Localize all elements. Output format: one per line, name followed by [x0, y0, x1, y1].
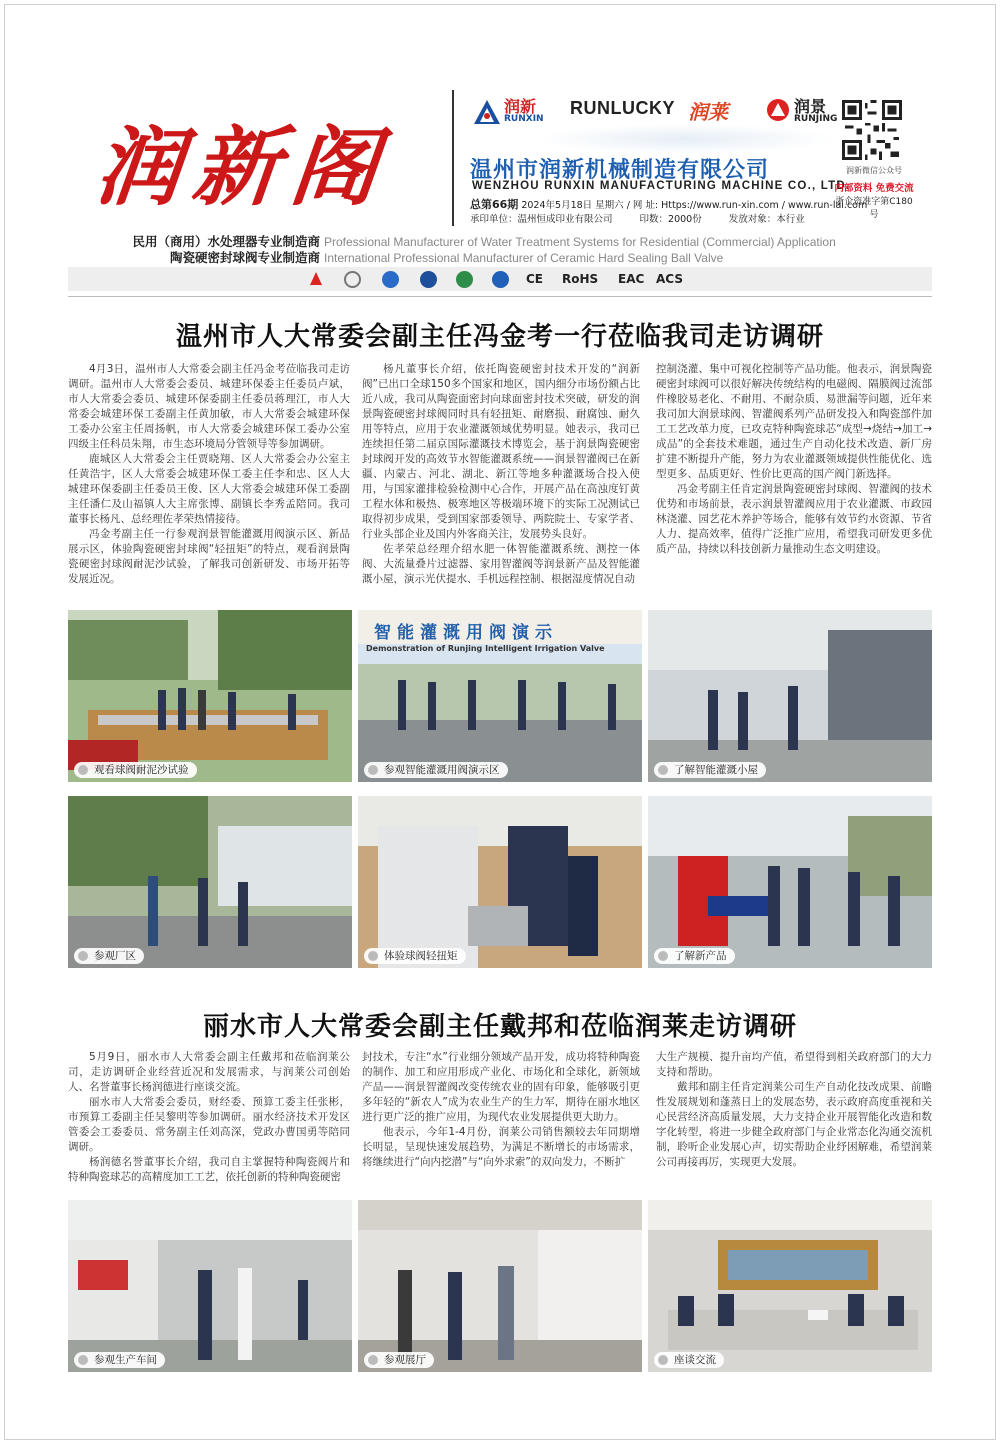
photo-irrigation-hut [648, 610, 932, 782]
caption-bullet-icon [658, 951, 668, 961]
company-name-cn: 温州市润新机械制造有限公司 [470, 158, 770, 183]
qr-code [842, 100, 902, 160]
photo-caption: 座谈交流 [654, 1352, 724, 1368]
caption-bullet-icon [658, 765, 668, 775]
issue-number: 总第66期 [470, 198, 519, 211]
caption-bullet-icon [78, 765, 88, 775]
qr-caption: 润新微信公众号 [846, 166, 902, 175]
photo-production-workshop [68, 1200, 352, 1372]
issue-date-site: 2024年5月18日 星期六 / 网 址: Https://www.run-xin.com / www.run-lai.com [521, 200, 868, 211]
paragraph: 丽水市人大常委会委员，财经委、预算工委主任张彬，市预算工委副主任吴黎明等参加调研。丽水经济技术开发区管委会工委委员、常务副主任刘高深，党政办曹国勇等陪同调研。 [68, 1096, 350, 1153]
photo-image [358, 796, 642, 968]
paragraph: 鹿城区人大常委会主任贾晓翔、区人大常委会办公室主任黄浩宇，区人大常委会城建环保工委主任李和忠、区人大城建环保委副主任委员王俊、区人大常委会城建环保工委副主任潘仁及山福镇人大主席张博、副镇长李秀孟陪同。我司董事长杨凡、总经理佐孝荣热情接待。 [68, 453, 350, 525]
photo-new-products [648, 796, 932, 968]
paragraph: 4月3日，温州市人大常委会副主任冯金考莅临我司走访调研。温州市人大常委会委员、城建环保委主任委员卢斌，市人大常委会委员、城建环保委副主任委员蒋理江，市人大常委会城建环保工委副主任黄加敏，市人大常委会城建环保工委办公室主任周扬帆，市人大常委会城建环保工委办公室四级主任科员朱翔，市生态环境局分管领导等参加调研。 [68, 363, 350, 450]
runxin-cn: 润新 [504, 97, 537, 116]
caption-bullet-icon [78, 1355, 88, 1365]
tagline-en-line2: International Professional Manufacturer of Ceramic Hard Sealing Ball Valve [324, 251, 724, 265]
paragraph: 封技术，专注“水”行业细分领域产品开发，成功将特种陶瓷的制作、加工和应用形成产业化、市场化和全球化，新领域产品——润景智灌阀改变传统农业的固有印象，能够吸引更多年轻的“新农人”成为农业生产的生力军，期待在丽水地区进行更广泛的推广应用，为现代农业发展提供更大助力。 [362, 1051, 640, 1123]
cert-seal-icon [344, 270, 361, 288]
runjing-mark-icon [766, 98, 790, 122]
demo-banner-en: Demonstration of Runjing Intelligent Irrigation Valve [366, 644, 605, 653]
article2-column-3 [656, 1050, 932, 1170]
paragraph: 戴邦和副主任肯定润莱公司生产自动化技改成果、前瞻性发展规划和蓬蒸日上的发展态势，表示政府高度重视和关心民营经济高质量发展，大力支持企业开展智能化改造和数字化转型，将进一步健全政府部门与企业常态化沟通交流机制，聆听企业发展心声，切实帮助企业纾困解难，希望润莱公司再接再厉，实现更大发展。 [656, 1081, 932, 1168]
runjing-en: RUNJING [794, 114, 838, 124]
nsf-badge-icon [492, 270, 509, 288]
photo-caption: 参观智能灌溉用阀演示区 [364, 762, 508, 778]
cert-seal-icon [382, 270, 399, 288]
photo-showroom [358, 1200, 642, 1372]
article1-column-2 [362, 362, 640, 587]
photo-image [68, 1200, 352, 1372]
audience: 发放对象：本行业 [728, 214, 805, 225]
photo-demo-area [358, 610, 642, 782]
article1-headline: 温州市人大常委会副主任冯金考一行莅临我司走访调研 [175, 322, 824, 352]
masthead-title: 润新阁 [89, 117, 395, 218]
runlucky-logo: RUNLUCKY [570, 98, 675, 118]
acs-mark: ACS [656, 272, 683, 286]
paragraph: 他表示，今年1-4月份，润莱公司销售额较去年同期增长明显，呈现快速发展趋势，为满足不断增长的市场需求，将继续进行“向内挖潜”与“向外求索”的双向发力，不断扩 [362, 1126, 640, 1168]
logo-icon [308, 270, 324, 288]
photo-image [648, 1200, 932, 1372]
photo-caption: 了解智能灌溉小屋 [654, 762, 766, 778]
tagline-cn-line1: 民用（商用）水处理器专业制造商 [132, 234, 320, 249]
company-name-en: WENZHOU RUNXIN MANUFACTURING MACHINE CO., LTD. [472, 180, 851, 192]
article1-column-1 [68, 362, 350, 587]
caption-bullet-icon [368, 1355, 378, 1365]
section-rule [68, 296, 932, 297]
caption-bullet-icon [78, 951, 88, 961]
article2-headline: 丽水市人大常委会副主任戴邦和莅临润莱走访调研 [202, 1012, 797, 1042]
article2-column-2 [362, 1050, 640, 1170]
paragraph: 冯金考副主任一行参观润景智能灌溉用阀演示区、新品展示区，体验陶瓷硬密封球阀“轻扭矩”的特点，观看润景陶瓷硬密封球阀耐泥沙试验，了解我司创新研发、市场开拓等发展近况。 [68, 528, 350, 585]
photo-image [648, 610, 932, 782]
paragraph: 佐孝荣总经理介绍水肥一体智能灌溉系统、测控一体阀、大流量叠片过滤器、家用智灌阀等润景新产品及智能灌溉小屋，演示光伏提水、手机远程控制、根据湿度情况自动 [362, 543, 640, 585]
paragraph: 控制浇灌、集中可视化控制等产品功能。他表示，润景陶瓷硬密封球阀可以很好解决传统结构的电磁阀、隔膜阀过流部件橡胶易老化、不耐用、不耐杂质、易泄漏等问题，近年来我司加大润景球阀、智灌阀系列产品研发投入和陶瓷部件加工工艺改革力度，已攻克特种陶瓷球芯“成型→烧结→加工→成品”的全套技术难题，通过生产自动化技术改造、新厂房扩建不断提升产能，努力为农业灌溉领域提供性能优化、选型更多、品质更好、性价比更高的国产阀门新选择。 [656, 363, 932, 480]
photo-caption: 观看球阀耐泥沙试验 [74, 762, 197, 778]
ce-mark: CE [526, 272, 544, 286]
photo-sediment-test [68, 610, 352, 782]
eac-mark: EAC [618, 272, 645, 286]
masthead-divider [452, 90, 454, 226]
caption-bullet-icon [368, 765, 378, 775]
photo-caption: 参观生产车间 [74, 1352, 165, 1368]
photo-image [648, 796, 932, 968]
rohs-mark: RoHS [562, 272, 599, 286]
photo-meeting [648, 1200, 932, 1372]
photo-caption: 了解新产品 [654, 948, 735, 964]
license-number: 浙企资准字第C180号 [835, 197, 913, 220]
photo-torque-test [358, 796, 642, 968]
photo-caption: 参观展厅 [364, 1352, 434, 1368]
photo-factory-tour [68, 796, 352, 968]
cert-badge-icon [456, 270, 473, 288]
paragraph: 冯金考副主任肯定润景陶瓷硬密封球阀、智灌阀的技术优势和市场前景，表示润景智灌阀应用于农业灌溉、市政园林浇灌、园艺花木养护等场合，能够有效节约水资源、节省人力、提高效率，值得广泛推广应用，希望我司研发更多优质产品，持续以科技创新力量推动生态文明建设。 [656, 483, 932, 555]
photo-image [358, 1200, 642, 1372]
caption-bullet-icon [368, 951, 378, 961]
photo-caption: 体验球阀轻扭矩 [364, 948, 466, 964]
tagline-en [324, 234, 836, 266]
tagline-cn [120, 234, 320, 266]
internal-material-note: 内部资料 免费交流 [834, 183, 914, 194]
photo-image [68, 796, 352, 968]
tagline-cn-line2: 陶瓷硬密封球阀专业制造商 [169, 250, 320, 265]
caption-bullet-icon [658, 1355, 668, 1365]
photo-caption: 参观厂区 [74, 948, 144, 964]
paragraph: 杨润德名誉董事长介绍，我司自主掌握特种陶瓷阀片和特种陶瓷球芯的高精度加工工艺，依托创新的特种陶瓷硬密 [68, 1156, 350, 1183]
runjing-cn: 润景 [794, 97, 827, 116]
tagline-en-line1: Professional Manufacturer of Water Treatment Systems for Residential (Commercial) Application [324, 235, 836, 249]
runlucky-cn-logo: 润莱 [688, 100, 728, 124]
runxin-mark-icon [472, 98, 502, 126]
article2-column-1 [68, 1050, 350, 1185]
runxin-en: RUNXIN [504, 114, 544, 124]
copies: 印数：2000份 [639, 214, 702, 225]
photo-image [68, 610, 352, 782]
demo-banner-cn: 智能灌溉用阀演示 [374, 623, 558, 643]
paragraph: 大生产规模、提升亩均产值，希望得到相关政府部门的大力支持和帮助。 [656, 1051, 932, 1078]
paragraph: 杨凡董事长介绍，依托陶瓷硬密封技术开发的“润新阀”已出口全球150多个国家和地区，国内细分市场份额占比近八成，我司从陶瓷面密封向球面密封技术突破，研发的润景陶瓷硬密封球阀同时具有轻扭矩、耐磨损、耐腐蚀、耐久用等特点，应用于农业灌溉领域优势明显。她表示，我司已连续担任第二届京国际灌溉技术博览会，基于润景陶瓷硬密封球阀开发的高效节水智能灌溉系统——润景智灌阀已在新疆、内蒙古、河北、湖北、新江等地多种灌溉场合投入使用，与国家灌排检验检测中心合作，开展产品在高浊度钉黄工程水体和极热、极寒地区等极端环境下的实际工况测试已取得初步成果，受到国家部委领导、两院院士、专家学者、行业头部企业及国内外客商关注，发展势头良好。 [362, 363, 640, 540]
article1-column-3 [656, 362, 932, 557]
iso-badge-icon [420, 270, 437, 288]
water-drop-decoration [536, 124, 836, 154]
printer: 承印单位：温州恒成印业有限公司 [470, 214, 613, 225]
paragraph: 5月9日，丽水市人大常委会副主任戴邦和莅临润莱公司，走访调研企业经营近况和发展需求，与润莱公司创始人、名誉董事长杨润德进行座谈交流。 [68, 1051, 350, 1093]
